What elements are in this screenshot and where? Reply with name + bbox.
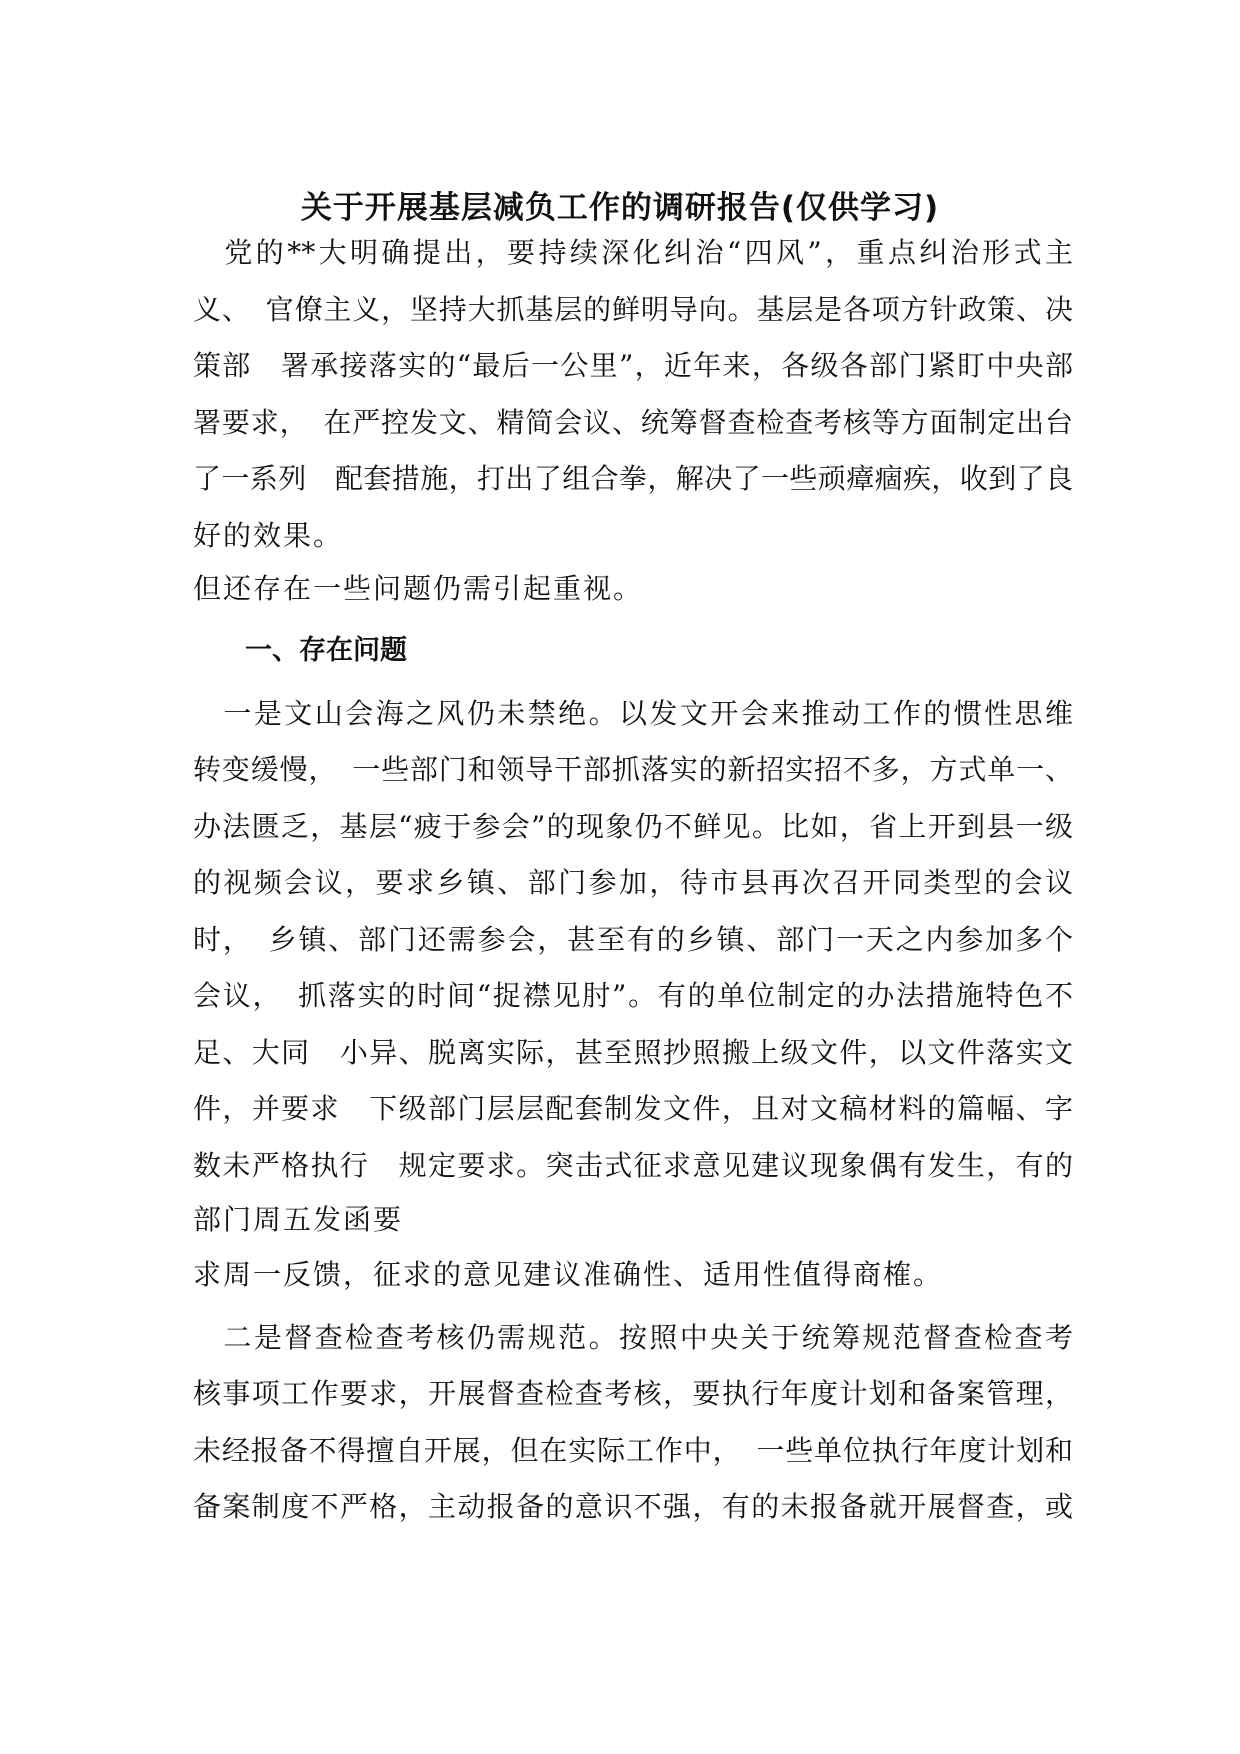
paragraph-1-line-2: 转变缓慢， 一些部门和领导干部抓落实的新招实招不多，方式单一、 — [193, 753, 1073, 786]
intro-line-1: 党的**大明确提出，要持续深化纠治“四风”，重点纠治形式主 — [193, 236, 1073, 269]
paragraph-1-line-5: 时， 乡镇、部门还需参会，甚至有的乡镇、部门一天之内参加多个 — [193, 923, 1073, 956]
intro-line-4: 署要求， 在严控发文、精简会议、统筹督查检查考核等方面制定出台 — [193, 406, 1073, 439]
paragraph-1-line-3: 办法匮乏，基层“疲于参会”的现象仍不鲜见。比如，省上开到县一级 — [193, 810, 1073, 843]
paragraph-2-line-4: 备案制度不严格，主动报备的意识不强，有的未报备就开展督查，或 — [193, 1490, 1073, 1523]
intro-line-3: 策部 署承接落实的“最后一公里”，近年来，各级各部门紧盯中央部 — [193, 349, 1073, 382]
paragraph-1-line-8: 件，并要求 下级部门层层配套制发文件，且对文稿材料的篇幅、字 — [193, 1092, 1073, 1125]
intro-line-5: 了一系列 配套措施，打出了组合拳，解决了一些顽瘴痼疾，收到了良 — [193, 462, 1073, 495]
paragraph-2-line-1: 二是督查检查考核仍需规范。按照中央关于统筹规范督查检查考 — [193, 1321, 1073, 1354]
paragraph-1-line-9: 数未严格执行 规定要求。突击式征求意见建议现象偶有发生，有的 — [193, 1149, 1073, 1182]
intro-line-2: 义、 官僚主义，坚持大抓基层的鲜明导向。基层是各项方针政策、决 — [193, 293, 1073, 326]
paragraph-1-line-1: 一是文山会海之风仍未禁绝。以发文开会来推动工作的惯性思维 — [193, 697, 1073, 730]
paragraph-1-line-4: 的视频会议，要求乡镇、部门参加，待市县再次召开同类型的会议 — [193, 866, 1073, 899]
paragraph-2-line-2: 核事项工作要求，开展督查检查考核，要执行年度计划和备案管理， — [193, 1377, 1073, 1410]
intro-line-7: 但还存在一些问题仍需引起重视。 — [193, 572, 644, 605]
paragraph-1-line-7: 足、大同 小异、脱离实际，甚至照抄照搬上级文件，以文件落实文 — [193, 1036, 1073, 1069]
intro-line-6: 好的效果。 — [193, 519, 344, 552]
paragraph-1-line-6: 会议， 抓落实的时间“捉襟见肘”。有的单位制定的办法措施特色不 — [193, 979, 1073, 1012]
paragraph-1-line-10: 部门周五发函要 — [193, 1203, 404, 1236]
section-heading-problems: 一、存在问题 — [245, 635, 407, 666]
document-title: 关于开展基层减负工作的调研报告(仅供学习) — [300, 190, 940, 226]
paragraph-2-line-3: 未经报备不得擅自开展，但在实际工作中， 一些单位执行年度计划和 — [193, 1434, 1073, 1467]
paragraph-1-line-11: 求周一反馈，征求的意见建议准确性、适用性值得商榷。 — [193, 1258, 944, 1291]
